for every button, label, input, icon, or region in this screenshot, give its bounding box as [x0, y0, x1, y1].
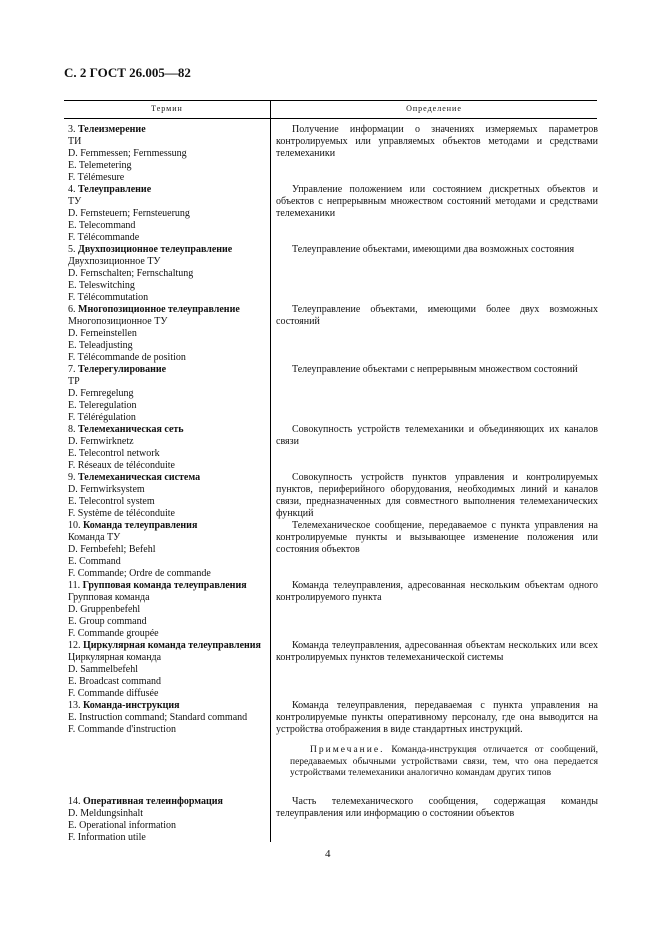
term-entry [68, 124, 268, 184]
term-line: E. Instruction command; Standard command [68, 712, 248, 723]
term-line: E. Telemetering [68, 160, 132, 171]
term-line: F. Commande d'instruction [68, 724, 176, 735]
term-number: 6. [68, 304, 76, 315]
term-line: F. Commande groupée [68, 628, 159, 639]
term-line: E. Telecontrol system [68, 496, 155, 507]
term-number: 10. [68, 520, 81, 531]
term-entry [68, 424, 268, 472]
definition-text: Телеуправление объектами с непрерывным множеством состояний [292, 364, 578, 375]
definition-text: Телеуправление объектами, имеющими два возможных состояния [292, 244, 575, 255]
term-line: F. Information utile [68, 832, 146, 843]
column-divider [270, 101, 271, 842]
definition-text: Команда телеуправления, адресованная объектам нескольких или всех контролируемых пунктов телемеханической системы [276, 640, 598, 663]
definition-text: Телеуправление объектами, имеющими более двух возможных состояний [276, 304, 598, 327]
term-line: F. Commande; Ordre de commande [68, 568, 211, 579]
term-entry [68, 700, 268, 736]
column-header-definition: Определение [406, 104, 462, 113]
term-line: D. Fernsteuern; Fernsteuerung [68, 208, 190, 219]
term-line: ТИ [68, 136, 82, 147]
term-line: ТР [68, 376, 80, 387]
term-number: 12. [68, 640, 81, 651]
term-line: Циркулярная команда [68, 652, 162, 663]
term-entry [68, 472, 268, 520]
page-header: С. 2 ГОСТ 26.005—82 [64, 65, 191, 80]
term-name: Двухпозиционное телеуправление [78, 244, 233, 255]
term-line: E. Group command [68, 616, 147, 627]
term-line: F. Télérégulation [68, 412, 136, 423]
term-line: E. Teleswitching [68, 280, 135, 291]
note-text: Команда-инструкция отличается от сообщений, передаваемых обычными устройствами связи, тем, что она передается устройствами телемеханики аналогично командам других типов [290, 745, 598, 778]
term-line: F. Télécommutation [68, 292, 149, 303]
term-name: Телемеханическая система [78, 472, 201, 483]
term-name: Телеуправление [78, 184, 152, 195]
term-entry [68, 796, 268, 844]
term-name: Групповая команда телеуправления [82, 580, 247, 591]
term-number: 14. [68, 796, 81, 807]
term-line: F. Télécommande [68, 232, 140, 243]
term-entry [68, 184, 268, 244]
term-line: D. Fernregelung [68, 388, 134, 399]
term-name: Команда-инструкция [83, 700, 180, 711]
term-name: Телемеханическая сеть [78, 424, 184, 435]
term-line: F. Commande diffusée [68, 688, 159, 699]
term-number: 13. [68, 700, 81, 711]
column-header-term: Термин [151, 104, 183, 113]
term-line: D. Sammelbefehl [68, 664, 138, 675]
term-line: E. Command [68, 556, 121, 567]
term-entry [68, 244, 268, 304]
term-line: E. Telecommand [68, 220, 136, 231]
term-line: D. Ferneinstellen [68, 328, 137, 339]
term-name: Телеизмерение [78, 124, 146, 135]
term-number: 5. [68, 244, 76, 255]
term-number: 11. [68, 580, 81, 591]
term-line: D. Fernwirksystem [68, 484, 145, 495]
definition-text: Управление положением или состоянием дискретных объектов и объектов с непрерывным множеством состояний методами и средствами телемеханики [276, 184, 598, 219]
term-number: 4. [68, 184, 76, 195]
term-line: E. Telecontrol network [68, 448, 160, 459]
definition-text: Телемеханическое сообщение, передаваемое с пункта управления на контролируемые пункты и вызывающее изменение положения или состояния объектов [276, 520, 598, 555]
term-line: D. Meldungsinhalt [68, 808, 143, 819]
term-line: Команда ТУ [68, 532, 121, 543]
definition-text: Команда телеуправления, передаваемая с пункта управления на контролируемые пункты оперативному персоналу, где она выводится на устройства отображения в виде стандартных инструкций. [276, 700, 598, 735]
term-entry [68, 304, 268, 364]
term-number: 3. [68, 124, 76, 135]
note-block [290, 745, 598, 780]
definition-text: Команда телеуправления, адресованная нескольким объектам одного контролируемого пункта [276, 580, 598, 603]
term-line: E. Operational information [68, 820, 177, 831]
term-entry [68, 640, 268, 700]
term-line: ТУ [68, 196, 82, 207]
term-number: 9. [68, 472, 76, 483]
table-top-rule [64, 100, 597, 101]
term-line: E. Broadcast command [68, 676, 162, 687]
term-line: Двухпозиционное ТУ [68, 256, 161, 267]
term-line: E. Teleregulation [68, 400, 137, 411]
term-name: Оперативная телеинформация [83, 796, 223, 807]
term-line: Групповая команда [68, 592, 150, 603]
term-line: E. Teleadjusting [68, 340, 133, 351]
term-line: D. Fernschalten; Fernschaltung [68, 268, 194, 279]
term-number: 8. [68, 424, 76, 435]
table-header-rule [64, 118, 597, 119]
definition-text: Совокупность устройств телемеханики и объединяющих их каналов связи [276, 424, 598, 447]
note-label: Примечание. [310, 745, 385, 755]
term-line: D. Fernbefehl; Befehl [68, 544, 156, 555]
term-entry [68, 364, 268, 424]
term-line: F. Télémesure [68, 172, 125, 183]
term-line: D. Gruppenbefehl [68, 604, 141, 615]
term-name: Телерегулирование [78, 364, 167, 375]
term-line: D. Fernwirknetz [68, 436, 134, 447]
term-name: Команда телеуправления [83, 520, 198, 531]
term-line: F. Réseaux de téléconduite [68, 460, 175, 471]
term-line: F. Système de téléconduite [68, 508, 175, 519]
term-entry [68, 520, 268, 580]
definition-text: Часть телемеханического сообщения, содержащая команды телеуправления или информацию о состоянии объектов [276, 796, 598, 819]
term-line: F. Télécommande de position [68, 352, 186, 363]
term-name: Циркулярная команда телеуправления [83, 640, 261, 651]
definition-text: Совокупность устройств пунктов управления и контролируемых пунктов, периферийного оборудования, необходимых линий и каналов связи, предназначенных для совместного выполнения телемеханических функций [276, 472, 598, 519]
term-entry [68, 580, 268, 640]
term-line: Многопозиционное ТУ [68, 316, 168, 327]
definition-text: Получение информации о значениях измеряемых параметров контролируемых или управляемых объектов методами и средствами телемеханики [276, 124, 598, 159]
term-number: 7. [68, 364, 76, 375]
page-number: 4 [325, 848, 331, 860]
term-line: D. Fernmessen; Fernmessung [68, 148, 187, 159]
term-name: Многопозиционное телеуправление [78, 304, 240, 315]
